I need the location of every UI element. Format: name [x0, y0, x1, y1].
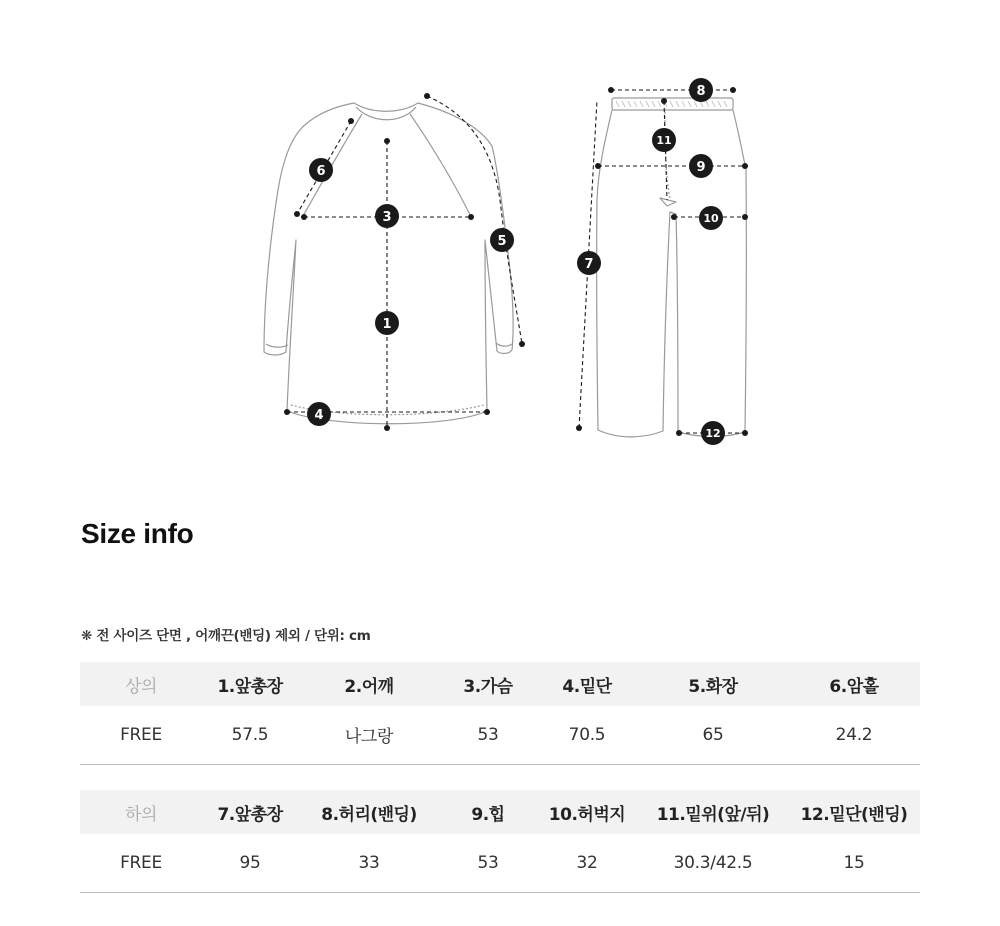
- top-value-chest: 53: [477, 724, 499, 745]
- marker-9: [689, 154, 713, 178]
- top-header-chest: 3.가슴: [463, 676, 513, 697]
- top-value-shoulder: 나그랑: [344, 727, 394, 748]
- marker-10-label: 10: [703, 212, 719, 225]
- top-table-header-row: [80, 662, 920, 706]
- marker-8-label: 8: [696, 84, 706, 99]
- bottom-value-front-length: 95: [239, 852, 261, 873]
- marker-5: [490, 228, 514, 252]
- top-category-header: 상의: [125, 676, 157, 697]
- top-value-front-length: 57.5: [231, 724, 269, 745]
- bottom-category-header: 하의: [125, 804, 157, 825]
- marker-11-label: 11: [656, 134, 672, 147]
- bottom-value-waist: 33: [358, 852, 380, 873]
- marker-5-label: 5: [497, 234, 507, 249]
- bottom-size-table: [80, 790, 920, 893]
- top-size-table: [80, 662, 920, 765]
- table-row: [80, 706, 920, 764]
- marker-7: [577, 251, 601, 275]
- top-header-shoulder: 2.어깨: [344, 676, 394, 697]
- marker-1-label: 1: [382, 317, 392, 332]
- bottom-value-hem: 15: [843, 852, 865, 873]
- marker-12-label: 12: [705, 427, 721, 440]
- top-header-sleeve: 5.화장: [688, 676, 738, 697]
- marker-7-label: 7: [584, 257, 594, 272]
- marker-3-label: 3: [382, 210, 392, 225]
- size-info-title: Size info: [81, 518, 194, 549]
- marker-3: [375, 204, 399, 228]
- top-measure-endpoints: [284, 93, 525, 431]
- bottom-value-thigh: 32: [576, 852, 598, 873]
- marker-4: [307, 402, 331, 426]
- marker-6: [309, 158, 333, 182]
- marker-9-label: 9: [696, 160, 706, 175]
- bottom-header-thigh: 10.허벅지: [548, 804, 626, 825]
- bottom-size-label: FREE: [120, 852, 162, 873]
- marker-11: [652, 128, 676, 152]
- marker-12: [701, 421, 725, 445]
- marker-4-label: 4: [314, 408, 324, 423]
- bottom-header-hem: 12.밑단(밴딩): [800, 804, 908, 825]
- table-row: [80, 834, 920, 892]
- bottom-value-rise: 30.3/42.5: [673, 852, 753, 873]
- bottom-value-hip: 53: [477, 852, 499, 873]
- top-value-armhole: 24.2: [835, 724, 873, 745]
- top-size-label: FREE: [120, 724, 162, 745]
- top-header-hem: 4.밑단: [562, 676, 612, 697]
- size-info-note: ❋ 전 사이즈 단면 , 어깨끈(밴딩) 제외 / 단위: cm: [81, 628, 371, 644]
- marker-1: [375, 311, 399, 335]
- marker-6-label: 6: [316, 164, 326, 179]
- bottom-header-hip: 9.힙: [471, 804, 505, 825]
- marker-10: [699, 206, 723, 230]
- top-garment-outline: [264, 103, 513, 424]
- marker-8: [689, 78, 713, 102]
- bottom-header-waist: 8.허리(밴딩): [321, 804, 417, 825]
- top-header-front-length: 1.앞총장: [217, 676, 283, 697]
- bottom-header-rise: 11.밑위(앞/뒤): [656, 804, 770, 825]
- top-value-sleeve: 65: [702, 724, 724, 745]
- top-header-armhole: 6.암홀: [829, 676, 879, 697]
- bottom-header-front-length: 7.앞총장: [217, 804, 283, 825]
- bottom-table-header-row: [80, 790, 920, 834]
- top-value-hem: 70.5: [568, 724, 606, 745]
